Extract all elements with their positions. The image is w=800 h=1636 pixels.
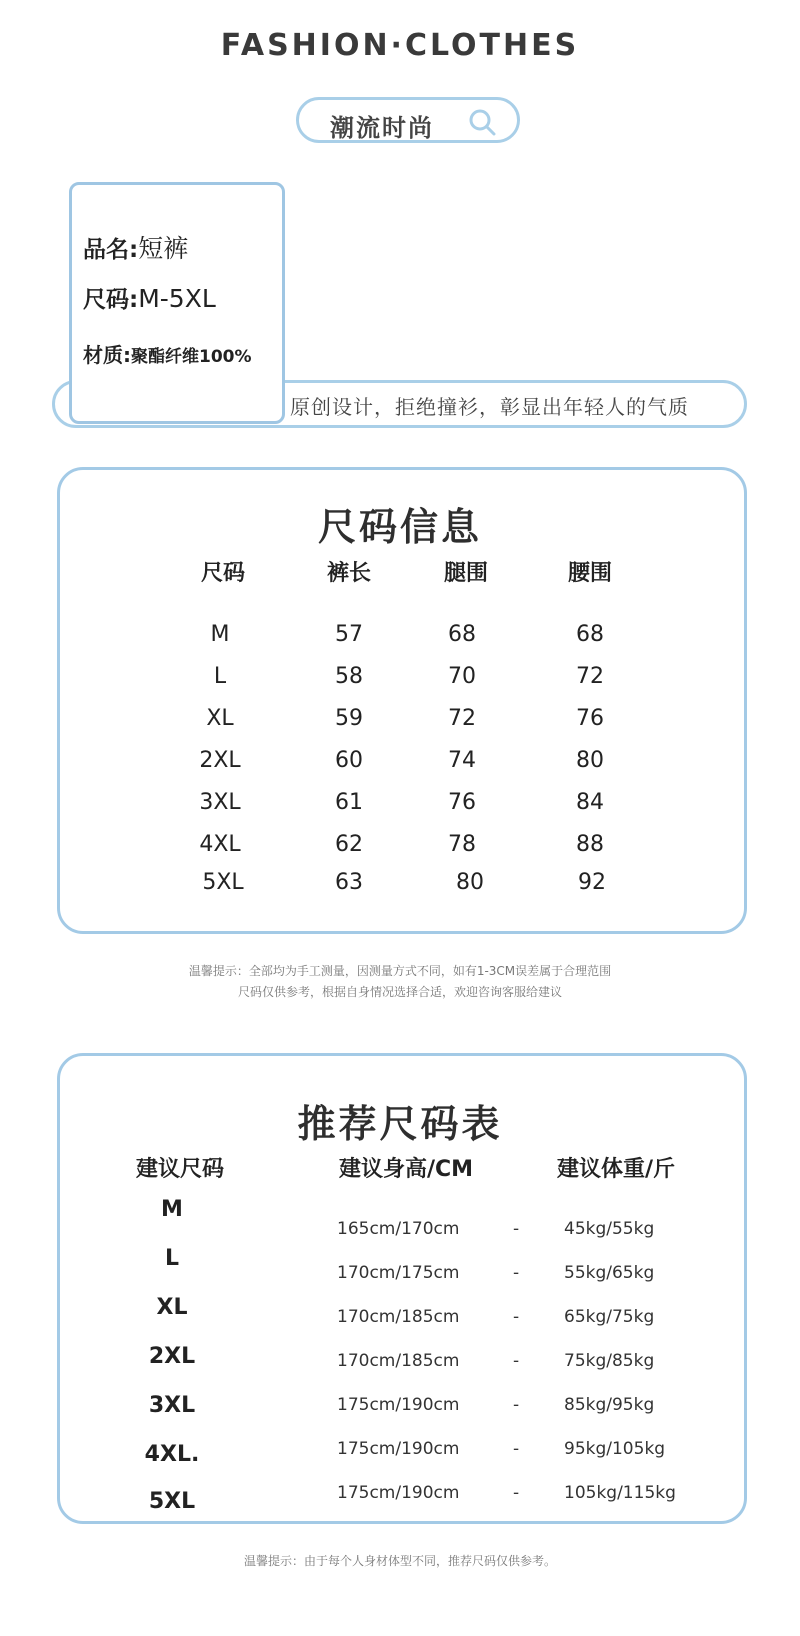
- size-row-leg: 70: [448, 664, 476, 689]
- size-row-waist: 84: [576, 790, 604, 815]
- recommend-dash: -: [513, 1395, 520, 1415]
- recommend-height: 170cm/185cm: [337, 1307, 460, 1327]
- product-size-key: 尺码:: [83, 287, 139, 313]
- recommend-dash: -: [513, 1219, 520, 1239]
- recommend-header-height: 建议身高/CM: [338, 1157, 474, 1182]
- product-name-value: 短裤: [138, 234, 189, 263]
- recommend-weight: 55kg/65kg: [564, 1263, 655, 1283]
- brand-title: FASHION·CLOTHES: [220, 28, 580, 63]
- product-size-value: M-5XL: [138, 284, 216, 313]
- product-name-row: [83, 229, 188, 265]
- recommend-size-label: L: [164, 1246, 180, 1271]
- recommend-dash: -: [513, 1351, 520, 1371]
- recommend-height: 175cm/190cm: [337, 1483, 460, 1503]
- recommend-size-label: M: [161, 1197, 183, 1222]
- size-header-waist: 腰围: [567, 561, 613, 586]
- size-note: [0, 961, 800, 1003]
- search-pill-label: 潮流时尚: [330, 114, 434, 142]
- recommend-dash: -: [513, 1263, 520, 1283]
- size-header-leg: 腿围: [443, 561, 489, 586]
- product-name-key: 品名:: [83, 237, 139, 263]
- size-note-line2: 尺码仅供参考，根据自身情况选择合适，欢迎咨询客服给建议: [237, 985, 562, 999]
- recommend-dash: -: [513, 1307, 520, 1327]
- recommend-height: 165cm/170cm: [337, 1219, 460, 1239]
- size-header-size: 尺码: [200, 561, 246, 586]
- size-chart-title: 尺码信息: [317, 505, 482, 549]
- recommend-height: 170cm/185cm: [337, 1351, 460, 1371]
- size-row-length: 61: [335, 790, 363, 815]
- recommend-size-label: 4XL.: [144, 1442, 200, 1467]
- recommend-height: 175cm/190cm: [337, 1395, 460, 1415]
- recommend-size-label: XL: [156, 1295, 188, 1320]
- size-header-length: 裤长: [326, 561, 372, 586]
- recommend-size-label: 2XL: [148, 1344, 196, 1369]
- size-row-leg: 74: [448, 748, 476, 773]
- size-row-waist: 92: [578, 870, 606, 895]
- product-material-value: 聚酯纤维100%: [131, 347, 252, 367]
- size-row-leg: 78: [448, 832, 476, 857]
- size-row-leg: 72: [448, 706, 476, 731]
- size-row-length: 57: [335, 622, 363, 647]
- size-row-waist: 76: [576, 706, 604, 731]
- size-note-line1: 温馨提示：全部均为手工测量，因测量方式不同，如有1-3CM误差属于合理范围: [188, 964, 612, 978]
- size-row-length: 60: [335, 748, 363, 773]
- size-row-leg: 68: [448, 622, 476, 647]
- size-row-size: 5XL: [202, 870, 244, 895]
- recommend-chart-title: 推荐尺码表: [297, 1102, 503, 1146]
- recommend-weight: 45kg/55kg: [564, 1219, 655, 1239]
- size-row-size: M: [210, 622, 230, 647]
- size-row-length: 59: [335, 706, 363, 731]
- recommend-note: 温馨提示：由于每个人身材体型不同，推荐尺码仅供参考。: [243, 1554, 556, 1568]
- product-material-key: 材质:: [83, 343, 131, 367]
- size-row-size: L: [213, 664, 227, 689]
- recommend-weight: 95kg/105kg: [564, 1439, 666, 1459]
- size-row-size: 3XL: [199, 790, 241, 815]
- size-row-size: 2XL: [199, 748, 241, 773]
- product-material-row: [83, 339, 252, 368]
- recommend-height: 170cm/175cm: [337, 1263, 460, 1283]
- size-row-size: XL: [206, 706, 234, 731]
- recommend-weight: 75kg/85kg: [564, 1351, 655, 1371]
- search-icon[interactable]: [467, 107, 497, 137]
- size-row-leg: 76: [448, 790, 476, 815]
- recommend-size-label: 3XL: [148, 1393, 196, 1418]
- recommend-weight: 105kg/115kg: [564, 1483, 676, 1503]
- size-row-length: 58: [335, 664, 363, 689]
- size-row-length: 62: [335, 832, 363, 857]
- size-row-waist: 80: [576, 748, 604, 773]
- recommend-header-weight: 建议体重/斤: [556, 1157, 676, 1182]
- recommend-height: 175cm/190cm: [337, 1439, 460, 1459]
- size-row-leg: 80: [456, 870, 484, 895]
- size-row-length: 63: [335, 870, 363, 895]
- recommend-dash: -: [513, 1483, 520, 1503]
- recommend-weight: 65kg/75kg: [564, 1307, 655, 1327]
- size-row-size: 4XL: [199, 832, 241, 857]
- recommend-weight: 85kg/95kg: [564, 1395, 655, 1415]
- size-row-waist: 72: [576, 664, 604, 689]
- product-size-row: [83, 281, 216, 314]
- recommend-dash: -: [513, 1439, 520, 1459]
- size-row-waist: 68: [576, 622, 604, 647]
- size-row-waist: 88: [576, 832, 604, 857]
- recommend-header-size: 建议尺码: [135, 1157, 225, 1182]
- recommend-size-label: 5XL: [148, 1489, 196, 1514]
- slogan-text: 原创设计，拒绝撞衫，彰显出年轻人的气质: [290, 395, 689, 419]
